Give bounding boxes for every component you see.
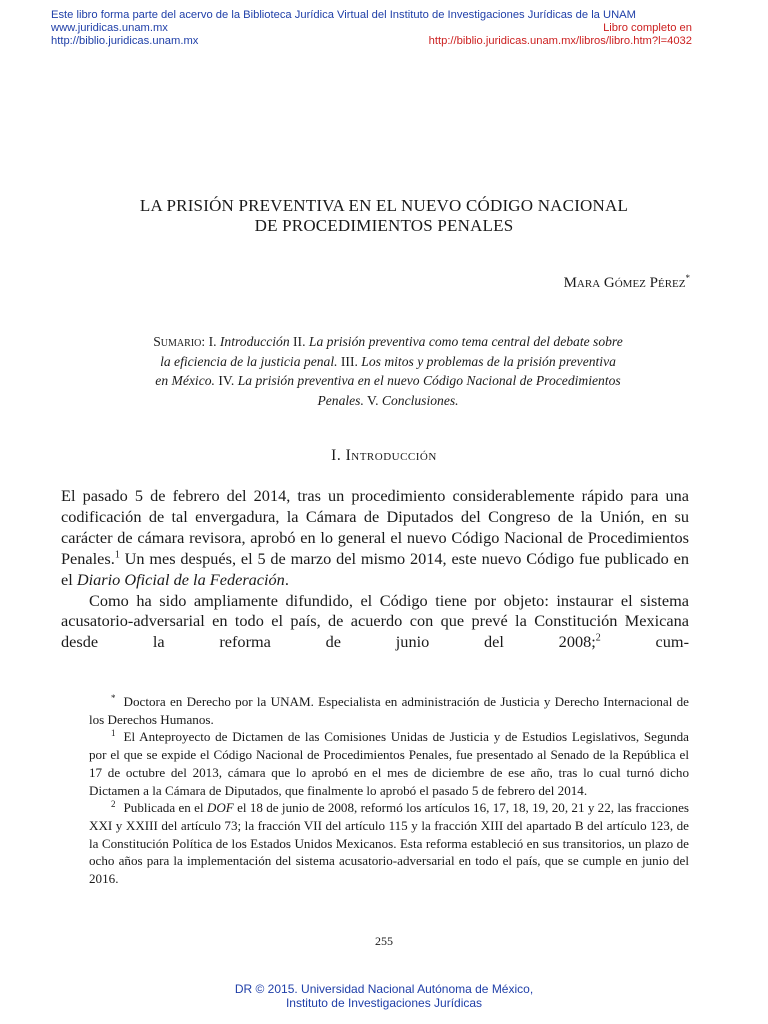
footnote-ref-2: 2: [595, 632, 601, 644]
summary-label: Sumario:: [153, 334, 206, 349]
site-link[interactable]: www.juridicas.unam.mx: [51, 22, 168, 34]
paragraph-2-text-a: Como ha sido ampliamente difundido, el Código tiene por objeto: instaurar el sistema acusatorio-adversarial en todo el país, de acuerdo con que prevé la Constitución Mexicana desde la reforma de junio del 2008;: [61, 590, 689, 652]
chapter-title: [80, 196, 688, 236]
summary-num-3: III.: [340, 353, 358, 369]
footnote-text-a: Publicada en el: [123, 800, 207, 816]
footnote-item: [89, 728, 689, 799]
paragraph-1-text-a: El pasado 5 de febrero del 2014, tras un procedimiento considerablemente rápido para una codificación de tal envergadura, la Cámara de Diputados del Congreso de la Unión, en su carácter de cámara revisora, aprobó en lo general el nuevo Código Nacional de Procedimientos Penales.: [61, 486, 689, 568]
footnote-mark: *: [111, 692, 116, 703]
biblio-link[interactable]: http://biblio.juridicas.unam.mx: [51, 35, 199, 47]
summary-num-4: IV.: [218, 373, 235, 388]
footnote-ref-1: 1: [114, 549, 120, 561]
summary-num-5: V.: [367, 392, 379, 408]
paragraph-1-text-c: .: [284, 569, 289, 589]
complete-book-label: Libro completo en: [603, 22, 692, 34]
page-number: 255: [375, 934, 393, 948]
author-footnote-mark: *: [685, 273, 690, 283]
footnote-text: Doctora en Derecho por la UNAM. Especialista en administración de Justicia y Derecho Internacional de los Derechos Humanos.: [89, 694, 689, 727]
summary-item-5: Conclusiones.: [381, 392, 459, 408]
chapter-title-line-2: DE PROCEDIMIENTOS PENALES: [254, 216, 514, 235]
footnote-mark: 1: [111, 728, 116, 739]
paragraph-2-text-b: cum-: [600, 632, 690, 652]
footnotes: [89, 693, 689, 888]
footnote-mark: 2: [111, 798, 116, 809]
summary-item-1: Introducción: [219, 334, 290, 349]
footnote-item: [89, 693, 689, 728]
section-heading: I. Introducción: [331, 447, 437, 464]
footer-line-2: Instituto de Investigaciones Jurídicas: [285, 996, 483, 1010]
author-name: Mara Gómez Pérez: [563, 275, 686, 291]
paragraph-2: [61, 591, 689, 654]
book-url-link[interactable]: http://biblio.juridicas.unam.mx/libros/libro.htm?l=4032: [428, 35, 692, 47]
summary-num-1: I.: [208, 334, 217, 349]
summary: [152, 332, 624, 410]
footnote-italic: DOF: [206, 800, 234, 816]
body-text: [61, 486, 689, 653]
paragraph-1: [61, 486, 689, 591]
footer-line-1: DR © 2015. Universidad Nacional Autónoma de México,: [234, 982, 534, 996]
paragraph-1-text-b: Un mes después, el 5 de marzo del mismo 2014, este nuevo Código fue publicado en el: [61, 548, 689, 589]
header-line-1: Este libro forma parte del acervo de la Biblioteca Jurídica Virtual del Instituto de Investigaciones Jurídicas de la UNAM: [51, 9, 636, 21]
author: [564, 275, 690, 292]
summary-num-2: II.: [293, 334, 306, 349]
footnote-item: [89, 799, 689, 888]
summary-item-3: Los mitos y problemas de la prisión preventiva en México.: [155, 353, 616, 388]
footer: [0, 982, 768, 1010]
footnote-text-b: el 18 de junio de 2008, reformó los artículos 16, 17, 18, 19, 20, 21 y 22, las fracciones XXI y XXIII del artículo 73; la fracción VII del artículo 115 y la fracción XIII del apartado B del artículo 123, de la Constitución Política de los Estados Unidos Mexicanos. Esta reforma estableció en sus transitorios, un plazo de ocho años para la implementación del sistema acusatorio-adversarial en todo el país, que se cumple en junio del 2016.: [89, 800, 689, 887]
summary-item-4: La prisión preventiva en el nuevo Código Nacional de Procedimientos Penales.: [237, 373, 621, 408]
paragraph-1-italic: Diario Oficial de la Federación: [76, 569, 285, 589]
footnote-text: El Anteproyecto de Dictamen de las Comisiones Unidas de Justicia y de Estudios Legislativos, Segunda por el que se expide el Código Nacional de Procedimientos Penales, fue presentado al Senado de la República el 17 de octubre del 2013, cámara que lo aprobó en el mes de diciembre de ese año, tras lo cual turnó dicho Dictamen a la Cámara de Diputados, que finalmente lo aprobó el pasado 5 de febrero del 2014.: [89, 729, 689, 798]
chapter-title-line-1: LA PRISIÓN PREVENTIVA EN EL NUEVO CÓDIGO NACIONAL: [139, 196, 629, 215]
summary-item-2: La prisión preventiva como tema central del debate sobre la eficiencia de la justicia penal.: [160, 334, 623, 369]
